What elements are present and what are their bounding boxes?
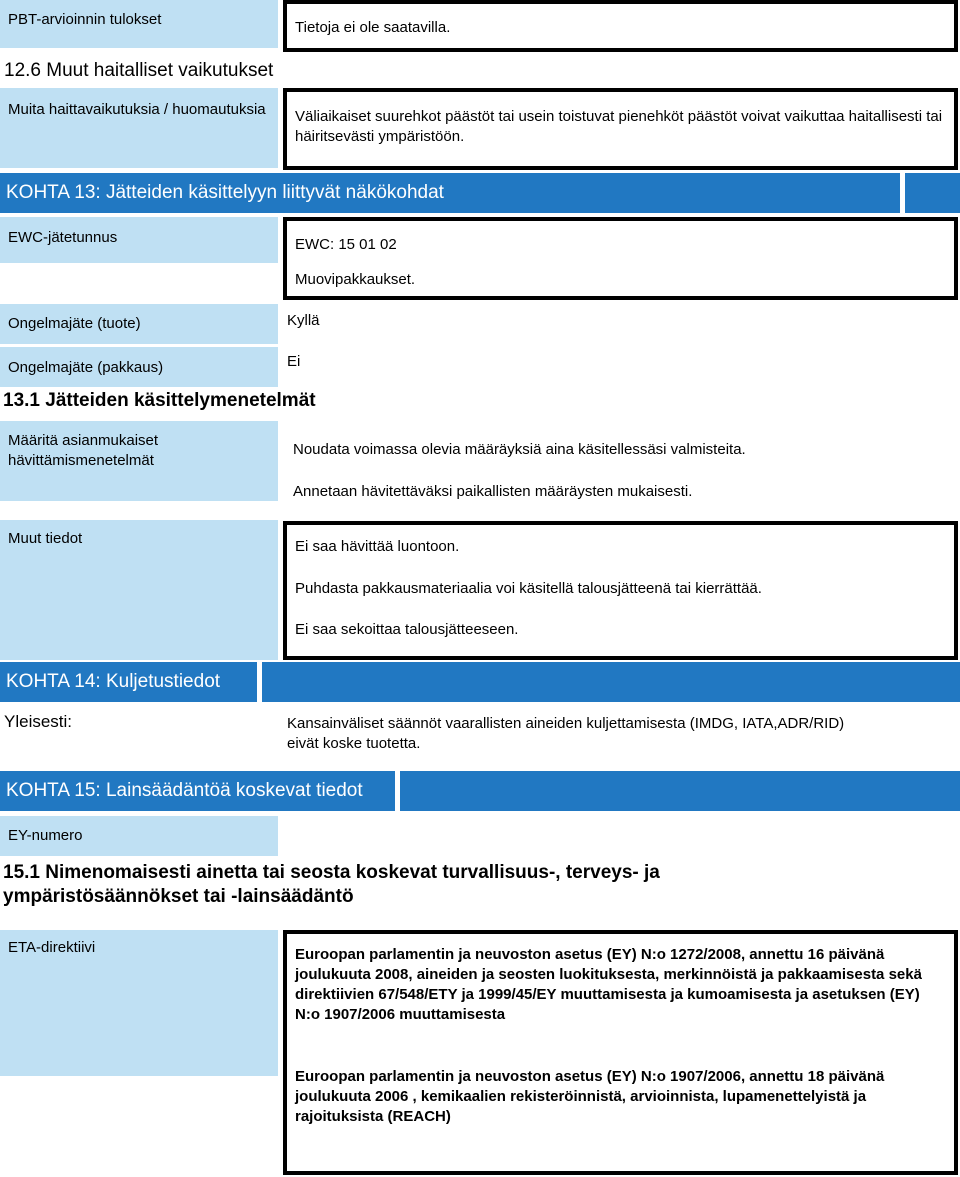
eta-directive-box [283, 930, 958, 1175]
transport-general-value: Kansainväliset säännöt vaarallisten aineiden kuljettamisesta (IMDG, IATA,ADR/RID) eivät koske tuotetta. [287, 715, 845, 752]
hazardous-product-value: Kyllä [287, 312, 320, 329]
other-info-line-1: Ei saa hävittää luontoon. [295, 538, 460, 555]
ewc-value-box [283, 217, 958, 300]
section-13-1-heading: 13.1 Jätteiden käsittelymenetelmät [3, 390, 316, 411]
regulation-1907-2006: Euroopan parlamentin ja neuvoston asetus (EY) N:o 1907/2006, annettu 18 päivänä joulukuuta 2006 , kemikaalien rekisteröinnistä, arvioinnista, lupamenettelyistä ja rajoituksista (REACH) [295, 1068, 885, 1125]
disposal-line-2: Annetaan hävitettäväksi paikallisten määräysten mukaisesti. [293, 483, 693, 500]
section-12-6-heading: 12.6 Muut haitalliset vaikutukset [0, 55, 320, 85]
section-13-heading: KOHTA 13: Jätteiden käsittelyyn liittyvät näkökohdat [0, 173, 900, 213]
ey-number-label: EY-numero [0, 816, 278, 856]
other-info-line-3: Ei saa sekoittaa talousjätteeseen. [295, 621, 519, 638]
other-info-line-2: Puhdasta pakkausmateriaalia voi käsitellä talousjätteenä tai kierrättää. [295, 580, 762, 597]
disposal-line-1: Noudata voimassa olevia määräyksiä aina käsitellessäsi valmisteita. [293, 441, 746, 458]
section-15-heading-cap [400, 771, 960, 811]
ewc-description: Muovipakkaukset. [295, 271, 416, 288]
section-15-heading: KOHTA 15: Lainsäädäntöä koskevat tiedot [0, 771, 395, 811]
section-13-heading-cap [905, 173, 960, 213]
section-14-heading-cap [262, 662, 960, 702]
other-info-box [283, 521, 958, 660]
section-14-heading: KOHTA 14: Kuljetustiedot [0, 662, 257, 702]
hazardous-product-label: Ongelmajäte (tuote) [0, 304, 278, 344]
ewc-code: EWC: 15 01 02 [295, 236, 397, 253]
disposal-methods-label: Määritä asianmukaiset hävittämismenetelmät [0, 421, 278, 501]
section-15-1-heading: 15.1 Nimenomaisesti ainetta tai seosta koskevat turvallisuus-, terveys- ja ympäristösäännökset tai -lainsäädäntö [3, 862, 660, 907]
other-info-label: Muut tiedot [0, 520, 278, 660]
hazardous-package-label: Ongelmajäte (pakkaus) [0, 347, 278, 387]
regulation-1272-2008: Euroopan parlamentin ja neuvoston asetus (EY) N:o 1272/2008, annettu 16 päivänä joulukuuta 2008, aineiden ja seosten luokituksesta, merkinnöistä ja pakkaamisesta sekä direktiivien 67/548/ETY ja 1999/45/EY muuttamisesta ja kumoamisesta ja asetuksen (EY) N:o 1907/2006 muuttamisesta [295, 946, 922, 1023]
hazardous-package-value: Ei [287, 353, 301, 370]
transport-general-label: Yleisesti: [4, 712, 73, 731]
other-effects-label: Muita haittavaikutuksia / huomautuksia [0, 88, 278, 168]
other-effects-value: Väliaikaiset suurehkot päästöt tai usein toistuvat pienehköt päästöt voivat vaikuttaa haitallisesti tai häiritsevästi ympäristöön. [283, 88, 958, 170]
pbt-label: PBT-arvioinnin tulokset [0, 0, 278, 48]
eta-directive-label: ETA-direktiivi [0, 930, 278, 1076]
pbt-value: Tietoja ei ole saatavilla. [283, 0, 958, 52]
ewc-label: EWC-jätetunnus [0, 217, 278, 263]
